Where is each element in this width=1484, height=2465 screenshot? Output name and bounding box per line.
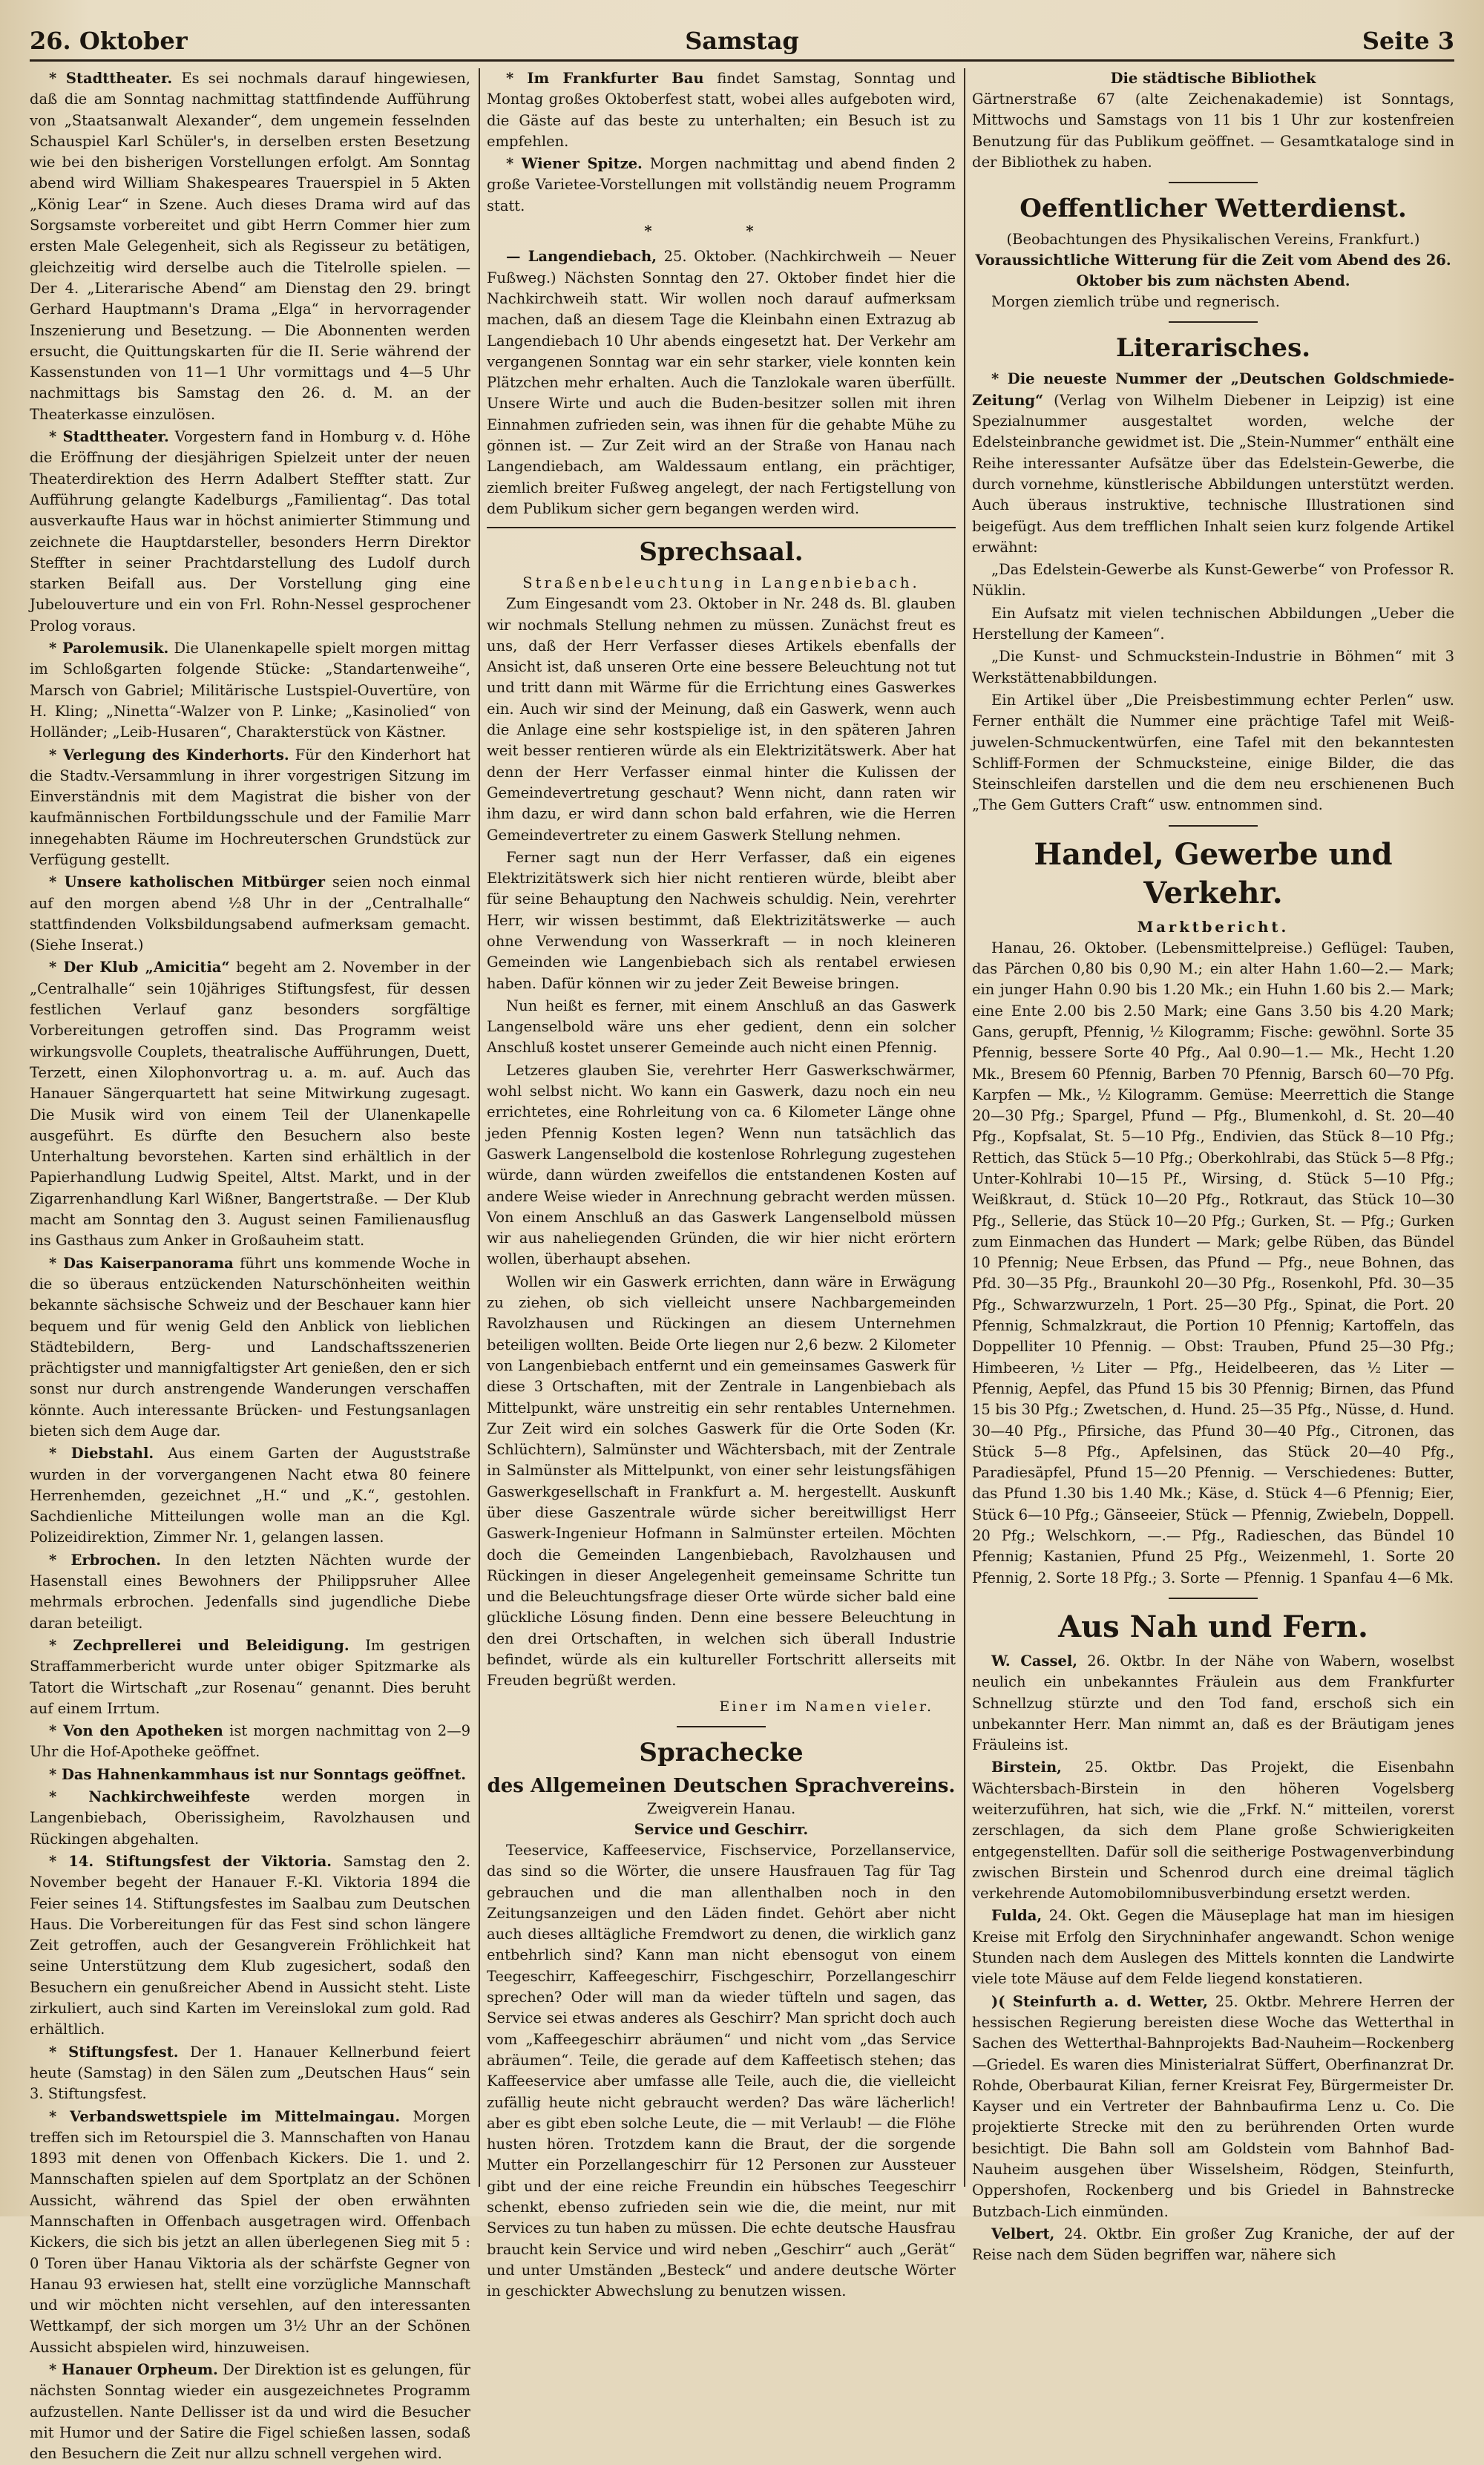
column-divider xyxy=(964,68,965,2187)
sprechsaal-title: Sprechsaal. xyxy=(639,537,804,568)
weather-title: Oeffentlicher Wetterdienst. xyxy=(1020,194,1407,224)
article: * Von den Apotheken ist morgen nachmittag von 2—9 Uhr die Hof-Apotheke geöffnet. xyxy=(30,1722,471,1761)
sprachecke-title-2: des Allgemeinen Deutschen Sprachvereins. xyxy=(487,1774,956,1797)
article: * Das Hahnenkammhaus ist nur Sonntags geöffnet. xyxy=(49,1765,466,1783)
sprechsaal-paragraph: Wollen wir ein Gaswerk errichten, dann wäre in Erwägung zu ziehen, ob sich vielleicht unsere Nachbargemeinden Ravolzhausen und Rückingen an diesem Unternehmen beteiligen wollten. Beide Orte liegen nur 2,6 bezw. 2 Kilometer von Langenbiebach entfernt und ein gemeinsames Gaswerk für diese 3 Ortschaften, mit der Zentrale in Langenbiebach als Mittelpunkt, wäre unstreitig ein sehr rentables Unternehmen. Zur Zeit wird ein solches Gaswerk für die Orte Soden (Kr. Schlüchtern), Salmünster und Wächtersbach, mit der Zentrale in Salmünster als Mittelpunkt, von einer sehr leistungsfähigen Gaswerkgesellschaft in Frankfurt a. M. hergestellt. Auskunft über diese Gaszentrale würde sicher bereitwilligst Herr Gaswerk-Ingenieur Hofmann in Salmünster erteilen. Möchten doch die Gemeinden Langenbiebach, Ravolzhausen und Rückingen in dieser Angelegenheit gemeinsame Schritte tun und die Beleuchtungsfrage dieser Orte würde sicher bald eine glückliche Lösung finden. Denn eine bessere Beleuchtung in den drei Ortschaften, in welchen sich überall Industrie befindet, würde als ein kultureller Fortschritt allerseits mit Freuden begrüßt werden. xyxy=(487,1273,956,1690)
library-title: Die städtische Bibliothek xyxy=(1110,70,1316,87)
section-stars: * * xyxy=(644,223,798,240)
library-text: Gärtnerstraße 67 (alte Zeichenakademie) ist Sonntags, Mittwochs und Samstags von 11 bis 1 Uhr zur kostenfreien Benutzung für das Publikum geöffnet. — Gesamtkataloge sind in der Bibliothek zu haben. xyxy=(972,91,1454,171)
article: * Hanauer Orpheum. Der Direktion ist es gelungen, für nächsten Sonntag wieder ein ausgezeichnetes Programm aufzustellen. Nante Dellisser ist da und wird die Besucher mit Humor und der Satire die Figel schießen lassen, sodaß den Besuchern die Zeit nur allzu schnell vergehen wird. xyxy=(30,2361,470,2463)
sprachecke-text: Teeservice, Kaffeeservice, Fischservice, Porzellanservice, das sind so die Wörter, die unsere Hausfrauen Tag für Tag gebrauchen und die man allenthalben noch in den Zeitungsanzeigen und den Läden findet. Gehört aber nicht auch dieses alltägliche Fremdwort zu denen, die wirklich ganz entbehrlich sind? Kann man nicht ebensogut von einem Teegeschirr, Kaffeegeschirr, Fischgeschirr, Porzellangeschirr sprechen? Oder will man da wieder tüfteln und sagen, das Service sei etwas anderes als Geschirr? Man spricht doch auch vom „Kaffeegeschirr abräumen“ und nicht vom „das Service abräumen“. Teile, die gerade auf dem Kaffeetisch stehen; das Kaffeeservice aber umfasse alle Teile, auch die, die vielleicht zufällig heute nicht gebraucht werden? Das wäre lächerlich! aber es gibt eben solche Leute, die — mit Verlaub! — die Flöhe husten hören. Trotzdem kann die Braut, der die sorgende Mutter ein Porzellangeschirr für 12 Personen zur Aussteuer gibt und der eine reiche Freundin ein hübsches Teegeschirr schenkt, ebenso zufrieden sein wie die, die meint, nur mit Services zu tun haben zu müssen. Die echte deutsche Hausfrau braucht kein Service und wird neben „Geschirr“ auch „Gerät“ und unter Umständen „Besteck“ und andere deutsche Wörter in geschickter Abwechslung zu benutzen wissen. xyxy=(487,1841,956,2300)
article: * Verbandswettspiele im Mittelmaingau. Morgen treffen sich im Retourspiel die 3. Mannschaften von Hanau 1893 mit denen von Offenbach Kickers. Die 1. und 2. Mannschaften spielen auf dem Sportplatz an der Schönen Aussicht, während das Spiel der oben erwähnten Mannschaften in Offenbach ausgetragen wird. Offenbach Kickers, die sich bis jetzt an allen überlegenen Sieg mit 5 : 0 Toren über Hanau Viktoria als der schärfste Gegner von Hanau 93 erwiesen hat, stellt eine vorzügliche Mannschaft und wir möchten nicht versehlen, auf den interessanten Wettkampf, der sich morgen um 3½ Uhr an der Schönen Aussicht abspielen wird, hinzuweisen. xyxy=(30,2107,470,2356)
weather-text: Morgen ziemlich trübe und regnerisch. xyxy=(991,293,1280,311)
commerce-title: Handel, Gewerbe und Verkehr. xyxy=(1034,836,1393,910)
article: * Erbrochen. In den letzten Nächten wurde der Hasenstall eines Bewohners der Philippsruher Allee mehrmals erbrochen. Jedenfalls sind jugendliche Diebe daran beteiligt. xyxy=(30,1551,470,1632)
sprechsaal-paragraph: Nun heißt es ferner, mit einem Anschluß an das Gaswerk Langenselbold wäre uns eher gedient, denn ein solcher Anschluß kostet unserer Gemeinde auch nicht einen Pfennig. xyxy=(487,997,956,1057)
literary-list-item: „Das Edelstein-Gewerbe als Kunst-Gewerbe“ von Professor R. Nüklin. xyxy=(972,561,1454,600)
header-page-number: Seite 3 xyxy=(1362,27,1454,55)
article: * Stadttheater. Vorgestern fand in Homburg v. d. Höhe die Eröffnung der diesjährigen Spielzeit unter der neuen Theaterdirektion des Herrn Adalbert Steffter statt. Zur Aufführung gelangte Kadelburgs „Familientag“. Das total ausverkaufte Haus war in höchst animierter Stimmung und zeichnete die Hauptdarsteller, besonders Herrn Direktor Steffter in seiner Prachtdarstellung des Ludolf durch starken Beifall aus. Der Vorstellung ging eine Jubelouverture und ein von Frl. Rohn-Nessel gesprochener Prolog voraus. xyxy=(30,428,470,634)
news-item: Birstein, 25. Oktbr. Das Projekt, die Eisenbahn Wächtersbach-Birstein in den höheren Vogelsberg weiterzuführen, hat sich, wie die „Frkf. N.“ mitteilen, vorerst zerschlagen, da sich dem Plane große Schwierigkeiten entgegenstellten. Dafür soll die seitherige Postwagenverbindung zwischen Birstein und Schenrod durch eine dreimal täglich verkehrende Automobilomnibusverbindung ersetzt werden. xyxy=(972,1759,1455,1903)
news-item: Velbert, 24. Oktbr. Ein großer Zug Kraniche, der auf der Reise nach dem Süden begriffen war, nähere sich xyxy=(972,2225,1454,2264)
sprechsaal-subtitle: Straßenbeleuchtung in Langenbiebach. xyxy=(522,574,920,592)
news-item: W. Cassel, 26. Oktbr. In der Nähe von Wabern, woselbst neulich ein unbekanntes Fräulein aus dem Frankfurter Schnellzug stürzte und den Tod fand, erschoß sich ein unbekannter Herr. Man nimmt an, daß es der Bräutigam jenes Fräuleins ist. xyxy=(972,1652,1454,1754)
header-weekday: Samstag xyxy=(685,27,799,55)
news-item: Fulda, 24. Okt. Gegen die Mäuseplage hat man im hiesigen Kreise mit Erfolg den Sirychninhafer angewandt. Schon wenige Stunden nach dem Auslegen des Mittels konnten die Landwirte viele tote Mäuse auf dem Felde liegend konstatieren. xyxy=(972,1907,1455,1988)
sprechsaal-signature: Einer im Namen vieler. xyxy=(719,1698,933,1715)
section-divider xyxy=(1169,825,1258,827)
literary-text: * Die neueste Nummer der „Deutschen Goldschmiede-Zeitung“ (Verlag von Wilhelm Diebener in Leipzig) ist eine Spezialnummer ausgestaltet worden, welche der Edelsteinbranche gewidmet ist. Die „Stein-Nummer“ enthält eine Reihe interessanter Aufsätze über das Edelstein-Gewerbe, die durch vornehme, künstlerische Abbildungen unterstützt werden. Auch überaus instruktive, technische Illustrationen sind beigefügt. Aus dem trefflichen Inhalt seien kurz folgende Artikel erwähnt: xyxy=(972,370,1454,556)
literary-list-item: „Die Kunst- und Schmuckstein-Industrie in Böhmen“ mit 3 Werkstättenabbildungen. xyxy=(972,648,1454,686)
article: * Verlegung des Kinderhorts. Für den Kinderhort hat die Stadtv.-Versammlung in ihrer vorgestrigen Sitzung im Einverständnis mit dem Magistrat die bisher von der kaufmännischen Fortbildungsschule und der Familie Marr innegehabten Räume im Hochreuterschen Grundstück zur Verfügung gestellt. xyxy=(30,746,470,868)
article: * Unsere katholischen Mitbürger seien noch einmal auf den morgen abend ½8 Uhr in der „Centralhalle“ stattfindenden Volksbildungsabend aufmerksam gemacht. (Siehe Inserat.) xyxy=(30,873,471,954)
sprachecke-branch: Zweigverein Hanau. xyxy=(646,1799,796,1817)
market-report: Hanau, 26. Oktober. (Lebensmittelpreise.) Geflügel: Tauben, das Pärchen 0,80 bis 0,90 M.; ein alter Hahn 1.60—2.— Mark; ein junger Hahn 0.90 bis 1.20 Mk.; ein Huhn 1.60 bis 2.— Mark; eine Ente 2.00 bis 2.50 Mark; eine Gans 3.50 bis 4.20 Mark; Gans, gerupft, Pfennig, ½ Kilogramm; Fische: gewöhnl. Sorte 35 Pfennig, bessere Sorte 40 Pfg., Aal 0.90—1.— Mk., Hecht 1.20 Mk., Bresem 60 Pfennig, Barben 70 Pfennig, Barsch 60—70 Pfg. Karpfen — Mk., ½ Kilogramm. Gemüse: Meerrettich die Stange 20—30 Pfg.; Spargel, Pfund — Pfg., Blumenkohl, d. St. 20—40 Pfg., Kopfsalat, St. 5—10 Pfg., Endivien, das Stück 8—10 Pfg.; Rettich, das Stück 5—10 Pfg.; Oberkohlrabi, das Stück 5—8 Pfg.; Unter-Kohlrabi 10—15 Pf., Wirsing, d. Stück 5—10 Pfg.; Weißkraut, d. Stück 10—20 Pfg., Rotkraut, das Stück 10—30 Pfg., Sellerie, das Stück 10—20 Pfg.; Gurken, St. — Pfg.; Gurken zum Einmachen das Hundert — Mark; gelbe Rüben, das Bündel 10 Pfennig; Neue Erbsen, das Pfund — Pfg., neue Bohnen, das Pfd. 30—35 Pfg., Braunkohl 20—30 Pfg., Rosenkohl, Pfd. 30—35 Pfg., Schwarzwurzeln, 1 Port. 25—30 Pfg., Spinat, die Port. 20 Pfennig, Schmalzkraut, die Portion 10 Pfennig; Kartoffeln, das Doppelliter 10 Pfennig. — Obst: Trauben, Pfund 25—30 Pfg.; Himbeeren, ½ Liter — Pfg., Heidelbeeren, das ½ Liter — Pfennig, Aepfel, das Pfund 15 bis 30 Pfennig; Birnen, das Pfund 15 bis 30 Pfg.; Zwetschen, d. Hund. 25—35 Pfg., Nüsse, d. Hund. 30—40 Pfg., Pfirsiche, das Pfund 30—40 Pfg., Citronen, das Stück 5—8 Pfg., Apfelsinen, das Stück 20—40 Pfg., Paradiesäpfel, Pfund 15—20 Pfennig. — Verschiedenes: Butter, das Pfund 1.30 bis 1.40 Mk.; Käse, d. Stück 4—6 Pfennig; Eier, Stück 6—10 Pfg.; Gänseeier, Stück — Pfennig, Zwiebeln, Doppell. 20 Pfg.; Welschkorn, —.— Pfg., Radieschen, das Bündel 10 Pfennig; Kastanien, Pfund 25 Pfg., Weizenmehl, 1. Sorte 20 Pfennig, 2. Sorte 18 Pfg.; 3. Sorte — Pfennig. 1 Spanfau 4—6 Mk. xyxy=(972,939,1454,1586)
sprachecke-title: Sprachecke xyxy=(639,1737,804,1767)
article: * Diebstahl. Aus einem Garten der Auguststraße wurden in der vorvergangenen Nacht etwa 80 feinere Herrenhemden, gezeichnet „H.“ und „K.“, gestohlen. Sachdienliche Mitteilungen wolle man an die Kgl. Polizeidirektion, Zimmer Nr. 1, gelangen lassen. xyxy=(30,1445,470,1546)
literary-list-item: Ein Aufsatz mit vielen technischen Abbildungen „Ueber die Herstellung der Kameen“. xyxy=(972,604,1454,643)
article: * Nachkirchweihfeste werden morgen in Langenbiebach, Oberissigheim, Ravolzhausen und Rückingen abgehalten. xyxy=(30,1788,470,1848)
sprechsaal-paragraph: Ferner sagt nun der Herr Verfasser, daß ein eigenes Elektrizitätswerk sich hier nicht rentieren würde, bleibt aber für seine Behauptung den Nachweis schuldig. Nein, verehrter Herr, wir wissen bestimmt, daß Elektrizitätswerke — auch ohne Verwendung von Wasserkraft — in noch kleineren Gemeinden wie Langenbiebach sich als rentabel erwiesen haben. Dafür können wir zu jeder Zeit Beweise bringen. xyxy=(487,848,956,992)
page-header xyxy=(30,21,1454,62)
article: * Parolemusik. Die Ulanenkapelle spielt morgen mittag im Schloßgarten folgende Stücke: „Standartenweihe“, Marsch von Gabriel; Militärische Lustspiel-Ouvertüre, von H. Kling; „Ninetta“-Walzer von P. Linke; „Kasinolied“ von Holländer; „Leib-Husaren“, Charakterstück von Kästner. xyxy=(30,640,470,741)
section-divider xyxy=(487,527,956,528)
sprechsaal-paragraph: Zum Eingesandt vom 23. Oktober in Nr. 248 ds. Bl. glauben wir nochmals Stellung nehmen zu müssen. Zunächst freut es uns, daß der Herr Verfasser dieses Artikels ebenfalls der Ansicht ist, daß unseren Orte eine bessere Beleuchtung not tut und tritt dann mit Wärme für die Errichtung eines Gaswerkes ein. Auch wir sind der Meinung, daß ein Gaswerk, wenn auch die Anlage eine sehr kostspielige ist, in den späteren Jahren weit besser rentieren würde als ein Elektrizitätswerk. Aber hat denn der Herr Verfasser einmal hinter die Kulissen der Gemeindevertretung geschaut? Wenn nicht, dann raten wir ihm dazu, er wird dann schon bald erfahren, wie die Herren Gemeindevertreter zu einem Gaswerk Stellung nehmen. xyxy=(487,595,956,844)
literary-title: Literarisches. xyxy=(1115,333,1311,364)
article: * Im Frankfurter Bau findet Samstag, Sonntag und Montag großes Oktoberfest statt, wobei alles aufgeboten wird, die Gäste auf das beste zu unterhalten; ein Besuch ist zu empfehlen. xyxy=(487,70,956,150)
literary-text-2: Ein Artikel über „Die Preisbestimmung echter Perlen“ usw. Ferner enthält die Nummer eine prächtige Tafel mit Weiß-juwelen-Schmuckentwürfen, eine Tafel mit den bekanntesten Schliff-Formen der Schmucksteine, einige Bilder, die das Steinschleifen darstellen und die dem neu erschienenen Buch „The Gem Gutters Craft“ usw. entnommen sind. xyxy=(972,691,1454,814)
sprechsaal-paragraph: Letzeres glauben Sie, verehrter Herr Gaswerkschwärmer, wohl selbst nicht. Wo kann ein Gaswerk, dazu noch ein neu errichtetes, eine Rohrleitung von ca. 6 Kilometer Länge ohne jeden Pfennig Kosten legen? Wenn nun tatsächlich das Gaswerk Langenselbold die kostenlose Rohrlegung zugestehen würde, dann würden zweifellos die entstandenen Kosten auf andere Weise wieder in Anrechnung gebracht werden müssen. Von einem Anschluß an das Gaswerk Langenselbold müssen wir aus naheliegenden Gründen, die wir hier nicht erörtern wollen, überhaupt absehen. xyxy=(487,1061,956,1268)
news-item: )( Steinfurth a. d. Wetter, 25. Oktbr. Mehrere Herren der hessischen Regierung bereisten diese Woche das Wetterthal in Sachen des Wetterthal-Bahnprojekts Bad-Nauheim—Rockenberg—Griedel. Es waren dies Ministerialrat Süffert, Oberfinanzrat Dr. Rohde, Oberbaurat Kilian, ferner Kreisrat Fey, Bürgermeister Dr. Kayser und ein Vertreter der Bahnbaufirma Lenz u. Co. Die projektierte Strecke mit den zu berührenden Orten wurde besichtigt. Die Bahn soll am Goldstein vom Bahnhof Bad-Nauheim ausgehen über Wisselsheim, Rödgen, Steinfurth, Oppershofen, Rockenberg und bis Griedel in Bahnstrecke Butzbach-Lich einmünden. xyxy=(972,1992,1455,2220)
article: * Stiftungsfest. Der 1. Hanauer Kellnerbund feiert heute (Samstag) in den Sälen zum „Deutschen Haus“ sein 3. Stiftungsfest. xyxy=(30,2043,471,2103)
column-right xyxy=(972,68,1455,2264)
weather-source: (Beobachtungen des Physikalischen Vereins, Frankfurt.) xyxy=(1006,231,1420,249)
commerce-subtitle: Marktbericht. xyxy=(1137,918,1290,936)
section-divider xyxy=(677,1726,766,1727)
sprachecke-subtitle: Service und Geschirr. xyxy=(634,1820,809,1838)
column-local-news xyxy=(30,68,471,2463)
column-divider xyxy=(479,68,480,2187)
section-divider xyxy=(1169,182,1258,183)
section-divider xyxy=(1169,1598,1258,1599)
article: * Zechprellerei und Beleidigung. Im gestrigen Straffammerbericht wurde unter obiger Spitzmarke als Tatort die Wirtschaft „zur Rosenau“ genannt. Dies beruht auf einem Irrtum. xyxy=(30,1636,470,1717)
column-middle xyxy=(487,68,956,2300)
article: * Der Klub „Amicitia“ begeht am 2. November in der „Centralhalle“ sein 10jähriges Stiftungsfest, für dessen festlichen Verlauf ganz besonders sorgfältige Vorbereitungen getroffen sind. Das Programm weist wirkungsvolle Couplets, theatralische Aufführungen, Duett, Terzett, einen Xilophonvortrag u. a. m. auf. Auch das Hanauer Sängerquartett hat seine Mitwirkung zugesagt. Die Musik wird von einem Teil der Ulanenkapelle ausgeführt. Es dürfte den Besuchern also beste Unterhaltung bevorstehen. Karten sind erhältlich in der Papierhandlung Ludwig Speitel, Altst. Markt, und in der Zigarrenhandlung Karl Wißner, Bangertstraße. — Der Klub macht am Sonntag den 3. August seinen Familienausflug ins Gasthaus zum Anker in Großauheim statt. xyxy=(30,959,470,1250)
article: * Wiener Spitze. Morgen nachmittag und abend finden 2 große Varietee-Vorstellungen mit vollständig neuem Programm statt. xyxy=(487,155,956,214)
article-langendiebach: — Langendiebach, 25. Oktober. (Nachkirchweih — Neuer Fußweg.) Nächsten Sonntag den 27. Oktober findet hier die Nachkirchweih statt. Wir wollen noch darauf aufmerksam machen, daß an diesem Tage die Kleinbahn einen Extrazug ab Langendiebach 10 Uhr abends eingesetzt hat. Der Verkehr am vergangenen Sonntag war ein sehr starker, viele konnten kein Plätzchen mehr erhalten. Auch die Tanzlokale waren überfüllt. Unsere Wirte und auch die Buden-besitzer sollen mit ihren Einnahmen zufrieden sein, was ihnen für die gehabte Mühe zu gönnen ist. — Zur Zeit wird an der Straße von Hanau nach Langendiebach, am Waldessaum entlang, ein prächtiger, ziemlich breiter Fußweg angelegt, der nach Fertigstellung von dem Publikum sicher gern begangen werden wird. xyxy=(487,248,956,517)
article: * Das Kaiserpanorama führt uns kommende Woche in die so überaus entzückenden Naturschönheiten weithin bekannte sächsische Schweiz und der Beschauer kann hier bequem und für wenig Geld den Anblick von lieblichen Städtebildern, Berg- und Landschaftsszenerien prächtigster und mannigfaltigster Art genießen, den er sich sonst nur durch anstrengende Wanderungen verschaffen könnte. Auch interessante Brücken- und Festungsanlagen bieten sich dem Auge dar. xyxy=(30,1254,470,1440)
article: * Stadttheater. Es sei nochmals darauf hingewiesen, daß die am Sonntag nachmittag stattfindende Aufführung von „Staatsanwalt Alexander“, dem ungemein fesselnden Schauspiel Karl Schüler's, in derselben ersten Besetzung wie bei den bisherigen Vorstellungen erfolgt. Am Sonntag abend wird William Shakespeares Trauerspiel in 5 Akten „König Lear“ in Szene. Auch dieses Drama wird auf das Sorgsamste vorbereitet und gibt Herrn Commer hier zum ersten Male Gelegenheit, sich als Regisseur zu betätigen, gleichzeitig wird derselbe auch die Titelrolle spielen. — Der 4. „Literarische Abend“ am Dienstag den 29. bringt Gerhard Hauptmann's Drama „Elga“ in hervorragender Inszenierung und Besetzung. — Die Abonnenten werden ersucht, die Quittungskarten für die II. Serie während der Kassenstunden von 11—1 Uhr vormittags und 4—5 Uhr nachmittags bis Samstag den 26. d. M. an der Theaterkasse einzulösen. xyxy=(30,70,471,423)
header-date: 26. Oktober xyxy=(30,27,188,55)
article: * 14. Stiftungsfest der Viktoria. Samstag den 2. November begeht der Hanauer F.-Kl. Viktoria 1894 die Feier seines 14. Stiftungsfestes im Saalbau zum Deutschen Haus. Die Vorbereitungen für das Fest sind schon längere Zeit getroffen, auch der Gesangverein Fröhlichkeit hat seine Unterstützung dem Klub zugesichert, sodaß den Besuchern ein genußreicher Abend in Aussicht steht. Liste zirkuliert, auch sind Karten im Vereinslokal zum gold. Rad erhältlich. xyxy=(30,1852,471,2038)
news-title: Aus Nah und Fern. xyxy=(1058,1609,1368,1644)
section-divider xyxy=(1169,321,1258,323)
weather-forecast-heading: Voraussichtliche Witterung für die Zeit vom Abend des 26. Oktober bis zum nächsten Abend. xyxy=(975,252,1451,290)
